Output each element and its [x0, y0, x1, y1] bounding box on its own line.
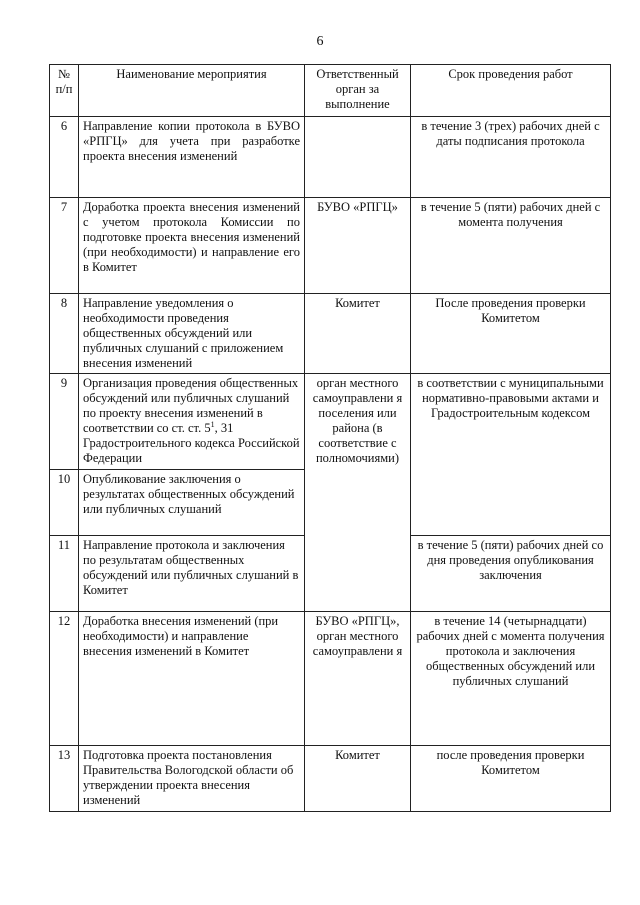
row-deadline: в течение 14 (четырнадцати) рабочих дней с момента получения протокола и заключения общественных обсуждений или публичных слушаний — [411, 612, 611, 746]
row-responsible — [305, 117, 411, 198]
row-num: 12 — [50, 612, 79, 746]
row-deadline: после проведения проверки Комитетом — [411, 746, 611, 812]
table-row — [50, 746, 611, 812]
table-row — [50, 374, 611, 470]
events-table — [49, 64, 611, 812]
row-responsible: Комитет — [305, 294, 411, 374]
row-name-text-end: , 31 Градостроительного кодекса Российской Федерации — [83, 421, 300, 465]
row-responsible: БУВО «РПГЦ» — [305, 198, 411, 294]
row-num: 9 — [50, 374, 79, 470]
row-deadline: в соответствии с муниципальными нормативно-правовыми актами и Градостроительным кодексом — [411, 374, 611, 536]
row-name-superscript: 1 — [210, 419, 215, 429]
row-name — [79, 374, 305, 470]
row-name: Направление копии протокола в БУВО «РПГЦ» для учета при разработке проекта внесения изменений — [79, 117, 305, 198]
row-num: 8 — [50, 294, 79, 374]
page-number: 6 — [316, 34, 324, 49]
row-num: 10 — [50, 470, 79, 536]
row-name: Направление уведомления о необходимости проведения общественных обсуждений или публичных слушаний с приложением внесения изменений — [79, 294, 305, 374]
table-row — [50, 198, 611, 294]
row-deadline: После проведения проверки Комитетом — [411, 294, 611, 374]
table-row — [50, 612, 611, 746]
row-num: 7 — [50, 198, 79, 294]
row-name: Доработка внесения изменений (при необходимости) и направление внесения изменений в Комитет — [79, 612, 305, 746]
table-header-row — [50, 65, 611, 117]
table-row — [50, 294, 611, 374]
row-num: 11 — [50, 536, 79, 612]
row-responsible: Комитет — [305, 746, 411, 812]
row-responsible: БУВО «РПГЦ», орган местного самоуправлени я — [305, 612, 411, 746]
row-name-text: Организация проведения общественных обсуждений или публичных слушаний по проекту внесения изменений в соответствии со ст. ст. 5 — [83, 376, 299, 435]
header-deadline: Срок проведения работ — [411, 65, 611, 117]
row-deadline: в течение 5 (пяти) рабочих дней с момента получения — [411, 198, 611, 294]
row-num: 13 — [50, 746, 79, 812]
row-deadline: в течение 3 (трех) рабочих дней с даты подписания протокола — [411, 117, 611, 198]
header-name: Наименование мероприятия — [79, 65, 305, 117]
table-row — [50, 117, 611, 198]
header-responsible: Ответственный орган за выполнение — [305, 65, 411, 117]
row-responsible: орган местного самоуправлени я поселения или района (в соответствие с полномочиями) — [305, 374, 411, 612]
row-name: Подготовка проекта постановления Правительства Вологодской области об утверждении проекта внесения изменений — [79, 746, 305, 812]
row-name: Доработка проекта внесения изменений с учетом протокола Комиссии по подготовке проекта внесения изменений (при необходимости) и направление его в Комитет — [79, 198, 305, 294]
row-name: Опубликование заключения о результатах общественных обсуждений или публичных слушаний — [79, 470, 305, 536]
header-num: № п/п — [50, 65, 79, 117]
row-num: 6 — [50, 117, 79, 198]
row-deadline: в течение 5 (пяти) рабочих дней со дня проведения опубликования заключения — [411, 536, 611, 612]
row-name: Направление протокола и заключения по результатам общественных обсуждений или публичных слушаний в Комитет — [79, 536, 305, 612]
